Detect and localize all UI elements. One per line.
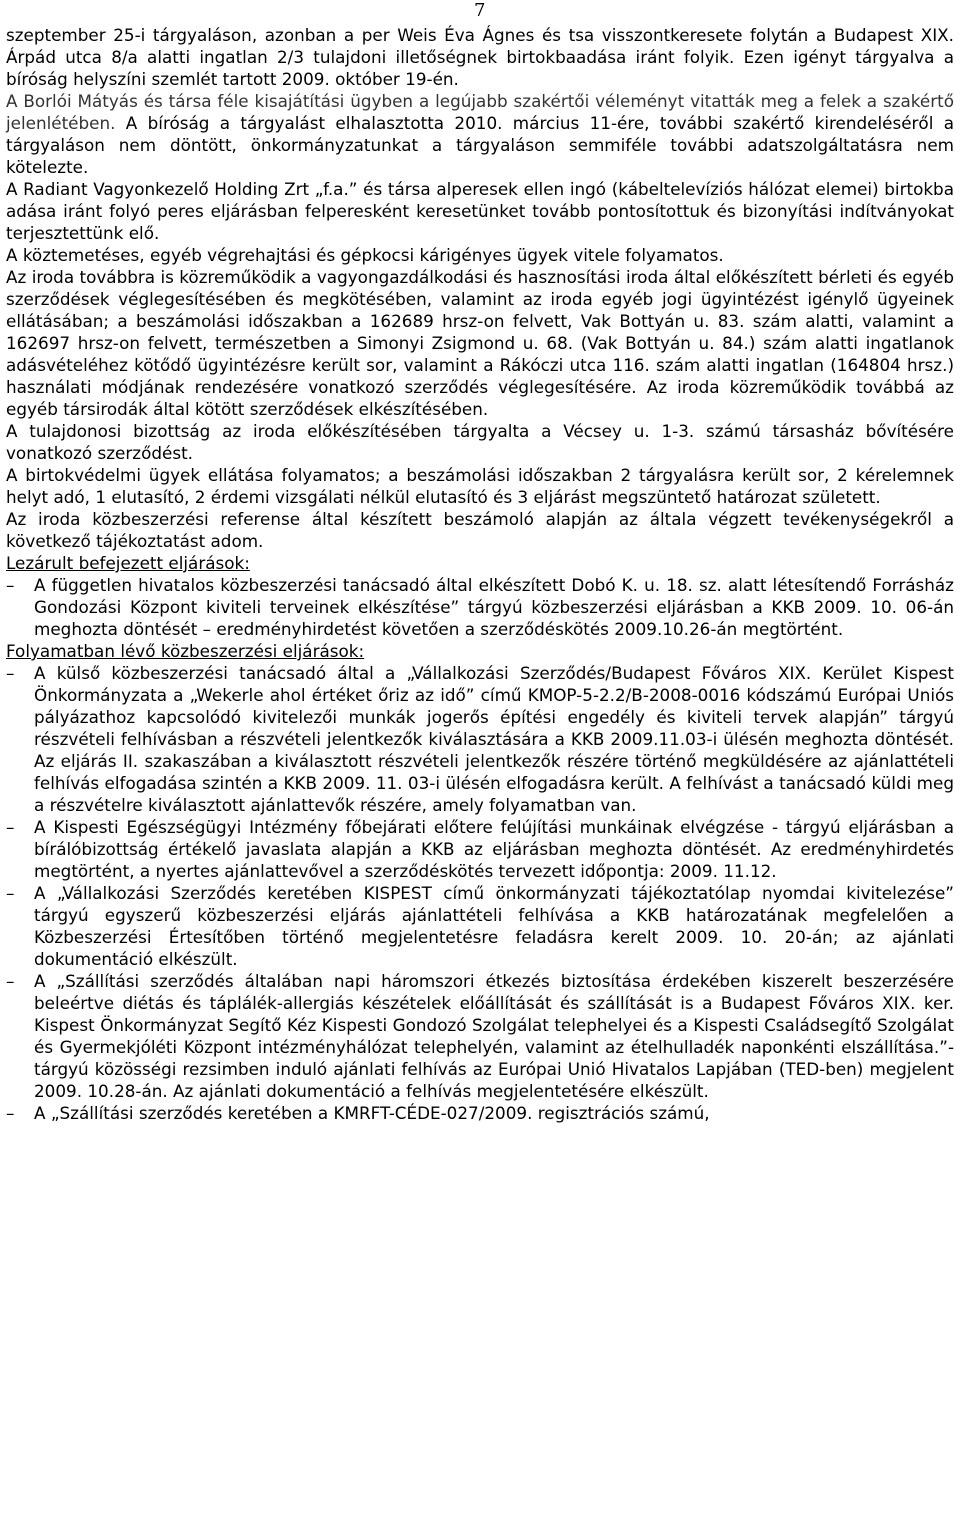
list-item: – A „Szállítási szerződés keretében a KMRFT-CÉDE-027/2009. regisztrációs számú, [6,1102,954,1124]
list-item: – A külső közbeszerzési tanácsadó által a „Vállalkozási Szerződés/Budapest Főváros XIX. Kerület Kispest Önkormányzata a „Wekerle ahol értéket őriz az idő” című KMOP-5-2.2/B-2008-0016 kódszámú Európai Uniós pályázathoz kapcsolódó kivitelezői munkák jogerős építési engedély és kiviteli tervek alapján” tárgyú részvételi felhívásban a részvételi jelentkezők kiválasztására a KKB 2009.11.03-i ülésén meghozta döntését. Az eljárás II. szakaszában a kiválasztott részvételi jelentkezők részére történő megküldésére az ajánlattételi felhívás elfogadása szintén a KKB 2009. 11. 03-i ülésén elfogadásra került. A felhívást a tanácsadó küldi meg a részvételre kiválasztott ajánlattevők részére, amely folyamatban van. [6,662,954,816]
section-heading-closed: Lezárult befejezett eljárások: [6,553,250,573]
document-body [6,24,954,1124]
list-item: – A független hivatalos közbeszerzési tanácsadó által elkészített Dobó K. u. 18. sz. alatt létesítendő Forrásház Gondozási Központ kiviteli terveinek elkészítése” tárgyú közbeszerzési eljárásban a KKB 2009. 10. 06-án meghozta döntését – eredményhirdetést követően a szerződéskötés 2009.10.26-án megtörtént. [6,574,954,640]
section-heading-ongoing: Folyamatban lévő közbeszerzési eljárások: [6,641,365,661]
page-number: 7 [474,0,486,21]
paragraph-office-contracts: Az iroda továbbra is közreműködik a vagyongazdálkodási és hasznosítási iroda által előkészített bérleti és egyéb szerződések véglegesítésében és megkötésében, valamint az iroda egyéb jogi ügyintézést igénylő ügyeinek ellátásában; a beszámolási időszakban a 162689 hrsz-on felvett, Vak Bottyán u. 83. szám alatti, valamint a 162697 hrsz-on felvett, természetben a Simonyi Zsigmond u. 68. (Vak Bottyán u. 84.) szám alatti ingatlanok adásvételéhez kötődő ügyintézésre került sor, valamint a Rákóczi utca 116. szám alatti ingatlan (164804 hrsz.) használati módjának rendezésére vonatkozó szerződés véglegesítésére. Az iroda közreműködik továbbá az egyéb társirodák által kötött szerződések elkészítésében. [6,267,954,419]
paragraph-borloi-part1: A Borlói Mátyás és társa féle kisajátítási ügyben a legújabb szakértői véleményt vitatták meg a felek a szakértő jelenlétében. [6,91,954,133]
paragraph-radiant: A Radiant Vagyonkezelő Holding Zrt „f.a.” és társa alperesek ellen ingó (kábeltelevíziós hálózat elemei) birtokba adása iránt folyó peres eljárásban felperesként keresetünket tovább pontosítottuk és bizonyítási indítványokat terjesztettünk elő. [6,179,954,243]
ongoing-procedures-list [6,662,954,1124]
paragraph-lawsuit-weis: szeptember 25-i tárgyaláson, azonban a per Weis Éva Ágnes és tsa visszontkeresete folytán a Budapest XIX. Árpád utca 8/a alatti ingatlan 2/3 tulajdoni illetőségnek birtokbaadása iránt folyik. Ezen igényt tárgyalva a bíróság helyszíni szemlét tartott 2009. október 19-én. [6,25,954,89]
list-item: – A Kispesti Egészségügyi Intézmény főbejárati előtere felújítási munkáinak elvégzése - tárgyú eljárásban a bírálóbizottság értékelő javaslata alapján a KKB az eljárásban meghozta döntését. Az eredményhirdetés megtörtént, a nyertes ajánlattevővel a szerződéskötés tervezett időpontja: 2009. 11.12. [6,816,954,882]
paragraph-vecsey: A tulajdonosi bizottság az iroda előkészítésében tárgyalta a Vécsey u. 1-3. számú társasház bővítésére vonatkozó szerződést. [6,421,954,463]
closed-procedures-list [6,574,954,640]
paragraph-kozbeszerzes-intro: Az iroda közbeszerzési referense által készített beszámoló alapján az általa végzett tevékenységekről a következő tájékoztatást adom. [6,509,954,551]
paragraph-borloi-part2: A bíróság a tárgyalást elhalasztotta 2010. március 11-ére, további szakértő kirendeléséről a tárgyaláson nem döntött, önkormányzatunkat a tárgyaláson semmiféle további adatszolgáltatásra nem kötelezte. [6,113,954,177]
paragraph-borloi [6,90,954,178]
list-item: – A „Vállalkozási Szerződés keretében KISPEST című önkormányzati tájékoztatólap nyomdai kivitelezése” tárgyú egyszerű közbeszerzési eljárás ajánlattételi felhívása a KKB határozatának megfelelően a Közbeszerzési Értesítőben történő megjelentetésre feladásra kerelt 2009. 10. 20-án; az ajánlati dokumentáció elkészült. [6,882,954,970]
list-item: – A „Szállítási szerződés általában napi háromszori étkezés biztosítása érdekében kiszerelt beszerzésére beleértve diétás és táplálék-allergiás készételek előállítását és szállítását is a Budapest Főváros XIX. ker. Kispest Önkormányzat Segítő Kéz Kispesti Gondozó Szolgálat telephelyei és a Kispesti Családsegítő Szolgálat és Gyermekjóléti Központ intézményhálózat telephelyén, valamint az ételhulladék naponkénti elszállítása.”- tárgyú közösségi rezsimben induló ajánlati felhívás az Európai Unió Hivatalos Lapjában (TED-ben) megjelent 2009. 10.28-án. Az ajánlati dokumentáció a felhívás megjelentetésére elkészült. [6,970,954,1102]
paragraph-kozteme: A köztemetéses, egyéb végrehajtási és gépkocsi kárigényes ügyek vitele folyamatos. [6,245,724,265]
paragraph-birtokvedelmi: A birtokvédelmi ügyek ellátása folyamatos; a beszámolási időszakban 2 tárgyalásra került sor, 2 kérelemnek helyt adó, 1 elutasító, 2 érdemi vizsgálati nélkül elutasító és 3 eljárást megszüntető határozat született. [6,465,954,507]
